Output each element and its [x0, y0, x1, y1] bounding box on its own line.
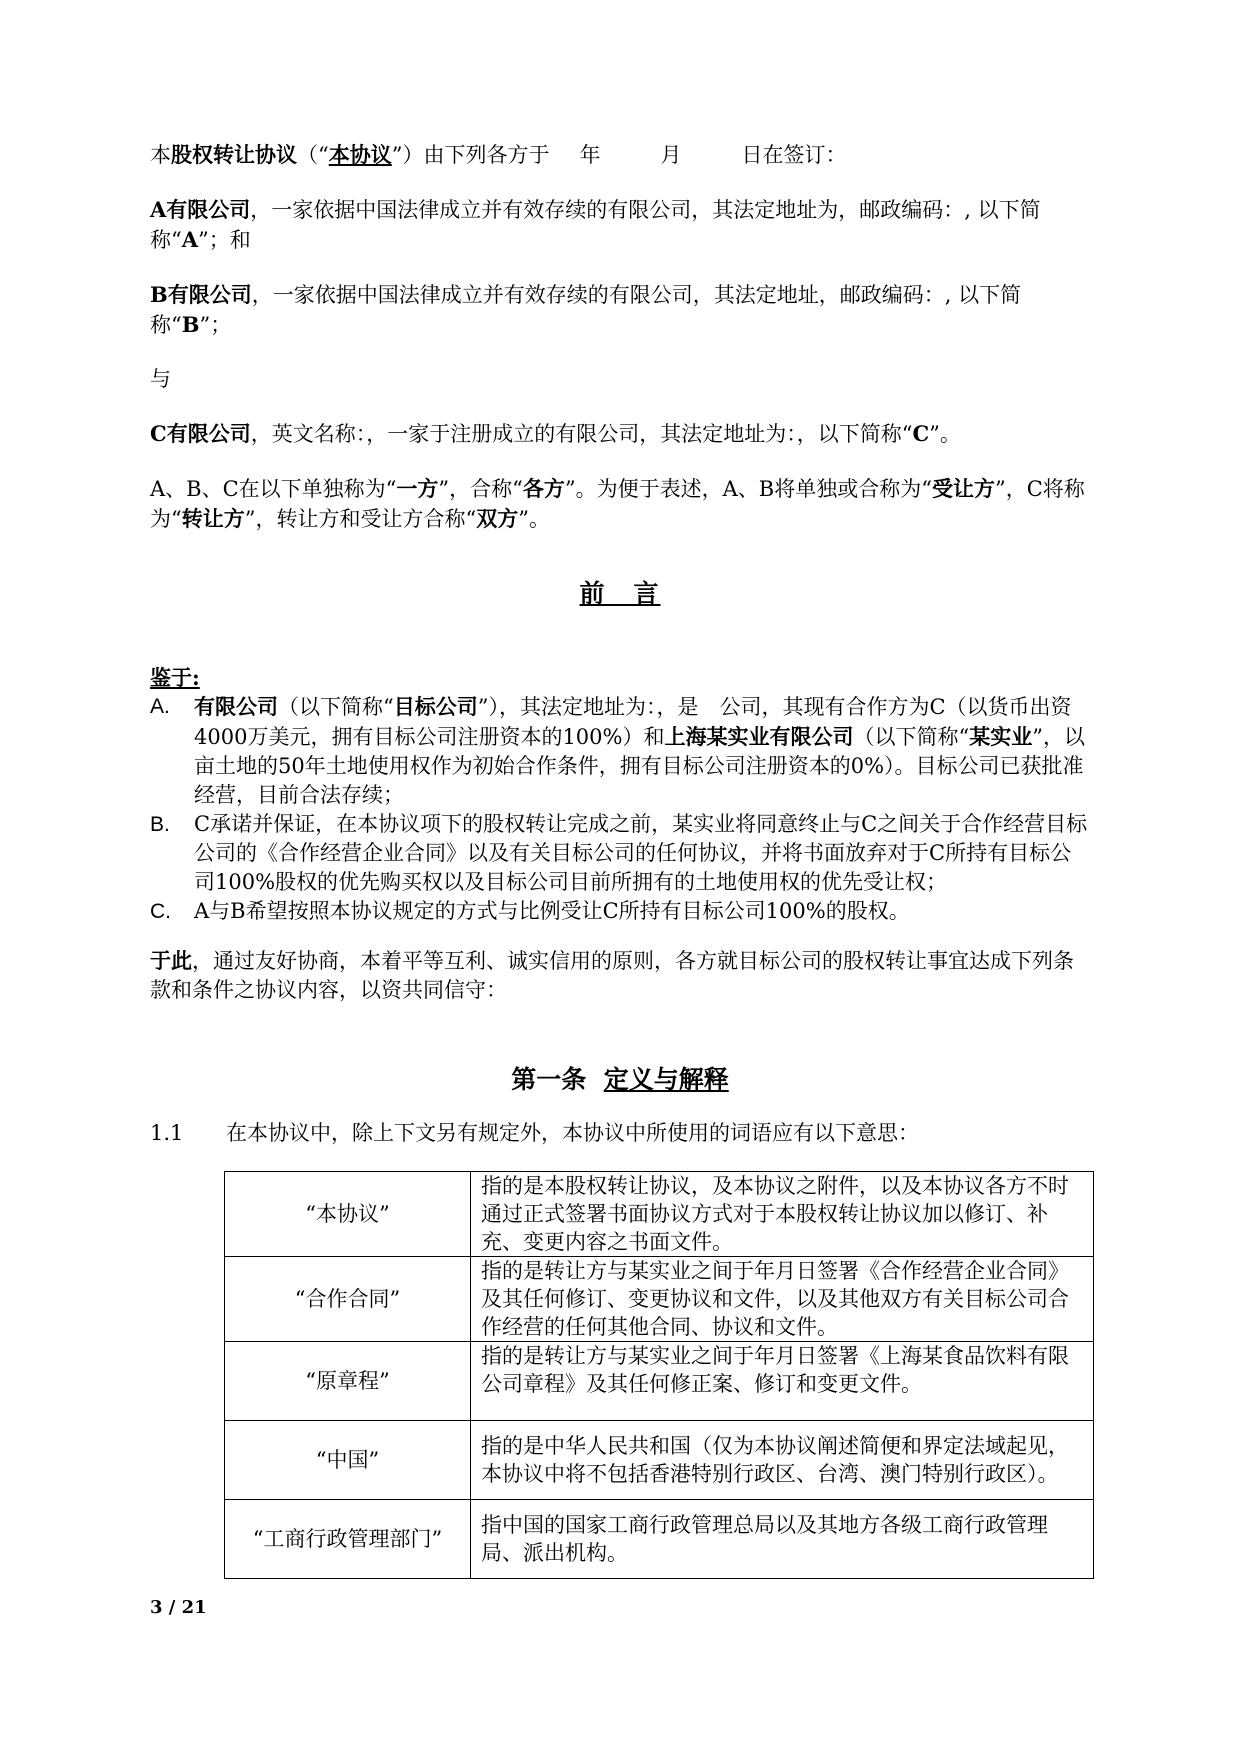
definition-text: 指的是中华人民共和国（仅为本协议阐述简便和界定法域起见，本协议中将不包括香港特别行政区、台湾、澳门特别行政区）。 — [471, 1421, 1094, 1500]
recital-label: B. — [150, 813, 170, 836]
term-both-parties: 双方 — [476, 506, 519, 531]
article-1-heading: 定义与解释 — [603, 1065, 729, 1094]
recital-label: A. — [150, 695, 170, 718]
recitals-list — [150, 692, 1106, 926]
party-a-paragraph — [150, 195, 1090, 255]
party-b-abbr: B — [181, 312, 200, 337]
collective-text-1: A、B、C在以下单独称为“ — [150, 477, 397, 501]
term-parties: 各方 — [522, 476, 565, 501]
intro-pre: 本 — [150, 143, 171, 167]
recital-item — [150, 810, 1090, 897]
party-c-paragraph — [150, 419, 1090, 449]
definition-term: “中国” — [225, 1421, 471, 1500]
party-a-name: A有限公司 — [150, 197, 251, 222]
party-a-abbr: A — [181, 227, 199, 252]
recital-a-s4: ”），其法定地址为：，是 公司，其现有合作方为C（以货币出资4000万美元，拥有目标公司注册资本的100%）和 — [194, 695, 1072, 749]
therefore-bold: 于此 — [150, 948, 192, 973]
intro-month: 月 — [660, 143, 682, 167]
clause-number: 1.1 — [150, 1121, 184, 1145]
recital-label: C. — [150, 900, 171, 923]
definition-text: 指的是转让方与某实业之间于年月日签署《上海某食品饮料有限公司章程》及其任何修正案、修订和变更文件。 — [471, 1342, 1094, 1421]
therefore-text: ，通过友好协商，本着平等互利、诚实信用的原则，各方就目标公司的股权转让事宜达成下列条款和条件之协议内容，以资共同信守： — [150, 949, 1074, 1002]
preface-title-text: 前 言 — [579, 579, 661, 608]
therefore-paragraph — [150, 946, 1090, 1005]
agreement-short-name: 本协议 — [328, 142, 392, 167]
clause-1-1 — [150, 1119, 1090, 1148]
collective-paragraph — [150, 474, 1090, 534]
and-word: 与 — [150, 367, 171, 391]
table-row — [225, 1172, 1094, 1257]
intro-open-quote: （“ — [297, 143, 329, 167]
party-b-desc: ，一家依据中国法律成立并有效存续的有限公司，其法定地址，邮政编码：, 以下简称“ — [150, 283, 1022, 337]
collective-text-5: ”，转让方和受让方合称“ — [244, 507, 477, 531]
recital-text: A与B希望按照本协议规定的方式与比例受让C所持有目标公司100%的股权。 — [194, 899, 910, 923]
table-row — [225, 1257, 1094, 1342]
collective-text-2: ”，合称“ — [438, 477, 523, 501]
party-a-desc: ，一家依据中国法律成立并有效存续的有限公司，其法定地址为，邮政编码：, 以下简称“ — [150, 198, 1041, 252]
definition-text: 指的是本股权转让协议，及本协议之附件，以及本协议各方不时通过正式签署书面协议方式对于本股权转让协议加以修订、补充、变更内容之书面文件。 — [471, 1172, 1094, 1257]
shanghai-company-name: 上海某实业有限公司 — [664, 724, 854, 749]
recital-a-s6: （以下简称“ — [853, 725, 970, 749]
term-mou-shiye: 某实业 — [969, 724, 1033, 749]
recital-item — [150, 897, 1090, 926]
party-c-tail: ”。 — [929, 422, 961, 446]
table-row — [225, 1342, 1094, 1421]
term-target-company: 目标公司 — [393, 694, 478, 719]
definition-term: “合作合同” — [225, 1257, 471, 1342]
party-a-tail: ”；和 — [198, 228, 251, 252]
page-number: 3 / 21 — [150, 1597, 207, 1618]
clause-text: 在本协议中，除上下文另有规定外，本协议中所使用的词语应有以下意思： — [226, 1121, 919, 1145]
preface-title — [150, 579, 1090, 608]
collective-text-6: ”。 — [518, 507, 550, 531]
recital-text — [194, 692, 1106, 810]
collective-text-3: ”。为便于表述，A、B将单独或合称为“ — [564, 477, 932, 501]
table-row — [225, 1500, 1094, 1579]
party-b-name: B有限公司 — [150, 282, 252, 307]
definition-term: “本协议” — [225, 1172, 471, 1257]
recital-a-s1: 有限公司 — [194, 694, 278, 719]
article-1-number: 第一条 — [511, 1065, 587, 1094]
intro-day: 日在签订： — [741, 143, 847, 167]
definition-term: “原章程” — [225, 1342, 471, 1421]
recital-item — [150, 692, 1106, 810]
agreement-name: 股权转让协议 — [171, 142, 297, 167]
intro-paragraph — [150, 140, 1090, 170]
term-one-party: 一方 — [396, 476, 439, 501]
article-1-title — [150, 1065, 1090, 1094]
term-transferee: 受让方 — [931, 476, 995, 501]
definitions-table — [224, 1171, 1094, 1579]
definition-term: “工商行政管理部门” — [225, 1500, 471, 1579]
party-b-tail: ”； — [199, 313, 232, 337]
party-c-desc: ，英文名称：，一家于注册成立的有限公司，其法定地址为：，以下简称“ — [250, 422, 913, 446]
party-c-name: C有限公司 — [150, 421, 251, 446]
intro-close-quote: ”）由下列各方于 — [391, 143, 550, 167]
term-transferor: 转让方 — [181, 506, 245, 531]
recital-a-s2: （以下简称“ — [278, 695, 394, 719]
recital-a-s8: ”，以 亩土地的50年土地使用权作为初始合作条件，拥有目标公司注册资本的0%）。目标公司已获批准经营，目前合法存续； — [194, 725, 1106, 807]
table-row — [225, 1421, 1094, 1500]
whereas-label: 鉴于: — [150, 665, 200, 690]
recital-text: C承诺并保证，在本协议项下的股权转让完成之前，某实业将同意终止与C之间关于合作经营目标公司的《合作经营企业合同》以及有关目标公司的任何协议，并将书面放弃对于C所持有目标公司100%股权的优先购买权以及目标公司目前所拥有的土地使用权的优先受让权； — [194, 812, 1088, 894]
definition-text: 指的是转让方与某实业之间于年月日签署《合作经营企业合同》及其任何修订、变更协议和文件，以及其他双方有关目标公司合作经营的任何其他合同、协议和文件。 — [471, 1257, 1094, 1342]
definition-text: 指中国的国家工商行政管理总局以及其地方各级工商行政管理局、派出机构。 — [471, 1500, 1094, 1579]
party-b-paragraph — [150, 280, 1090, 340]
intro-year: 年 — [579, 143, 601, 167]
party-c-abbr: C — [912, 421, 930, 446]
document-page — [150, 140, 1106, 1579]
collective-text-4: ”，C将称为“ — [150, 477, 1085, 531]
